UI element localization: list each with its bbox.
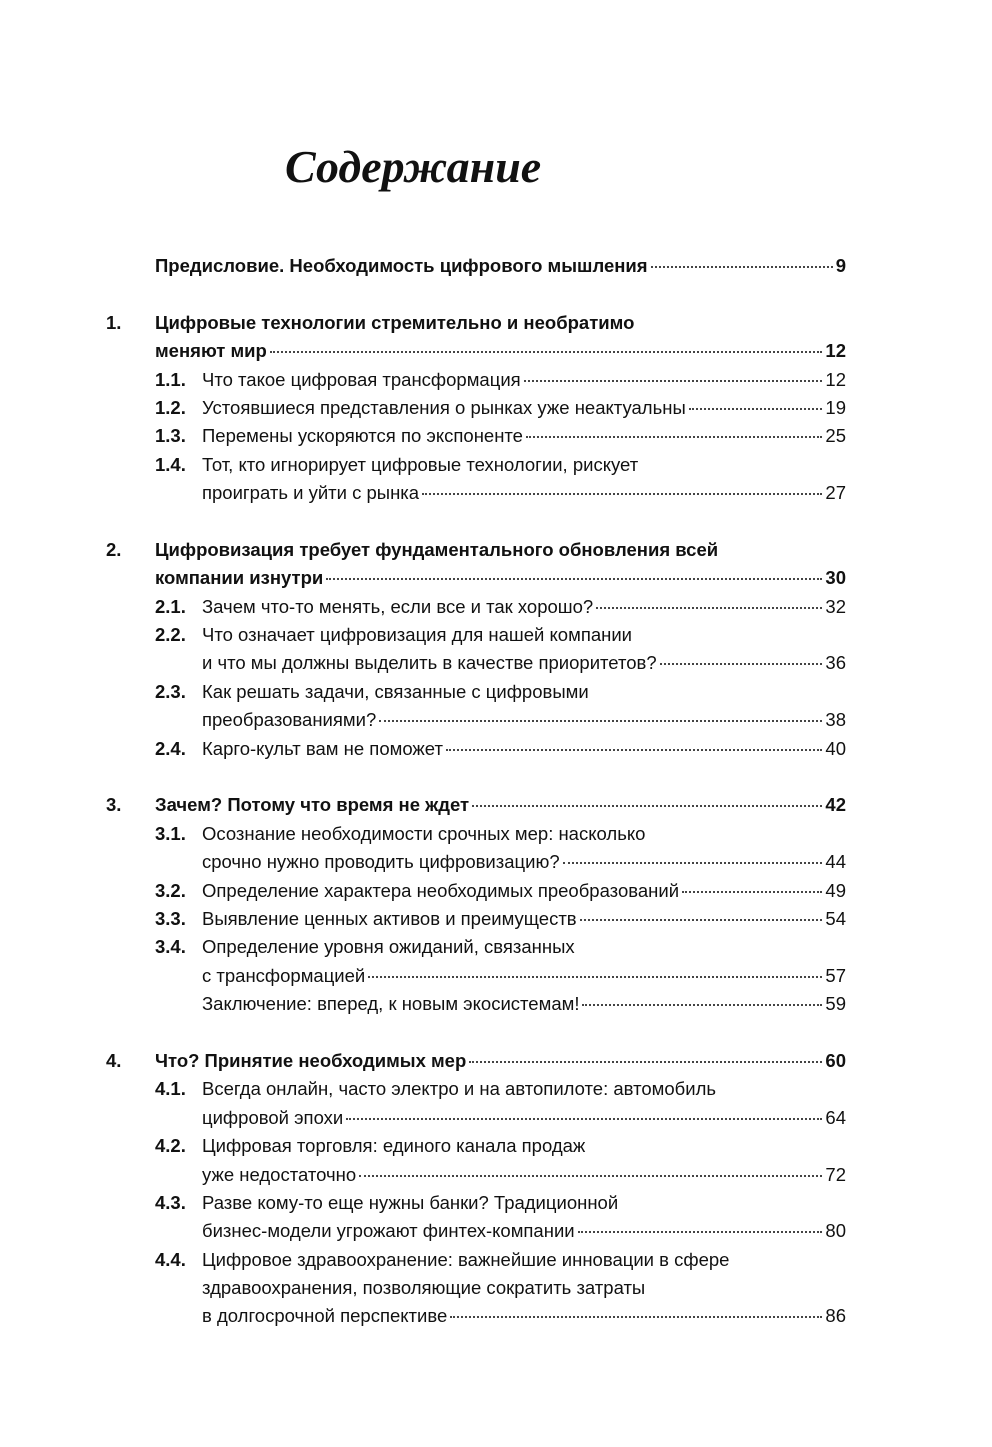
section-page-number: 27 <box>825 482 846 504</box>
preface-entry-line <box>155 252 846 280</box>
chapter-page-number: 30 <box>825 567 846 589</box>
section-entry-line <box>202 366 846 394</box>
section-title: бизнес-модели угрожают финтех-компании <box>202 1220 575 1242</box>
section-number: 2.4. <box>155 737 186 759</box>
dot-leader <box>689 408 823 410</box>
chapter-page-number: 12 <box>825 340 846 362</box>
section-number: 2.1. <box>155 595 186 617</box>
section-page-number: 57 <box>825 964 846 986</box>
chapter-entry-line <box>155 564 846 592</box>
section-title: цифровой эпохи <box>202 1106 344 1128</box>
section-page-number: 19 <box>825 396 846 418</box>
table-of-contents <box>0 252 992 1331</box>
section-entry-line <box>202 1161 846 1189</box>
dot-leader <box>270 351 823 353</box>
dot-leader <box>422 493 822 495</box>
toc-section-1-2 <box>0 394 992 422</box>
section-page-number: 25 <box>825 425 846 447</box>
section-number: 4.2. <box>155 1135 186 1157</box>
chapter-title: Цифровизация требует фундаментального обновления всей <box>155 538 719 560</box>
section-title: Карго-культ вам не поможет <box>202 737 443 759</box>
section-entry-line <box>202 593 846 621</box>
toc-section-4-4 <box>0 1302 992 1330</box>
toc-section-1-3 <box>0 422 992 450</box>
toc-section-2-3 <box>0 678 992 706</box>
dot-leader <box>578 1231 823 1233</box>
chapter-title: меняют мир <box>155 340 267 362</box>
section-entry-line <box>202 1104 846 1132</box>
section-title: Разве кому-то еще нужны банки? Традиционной <box>202 1191 619 1213</box>
section-entry-line <box>202 990 846 1018</box>
chapter-title: Цифровые технологии стремительно и необратимо <box>155 311 635 333</box>
dot-leader <box>379 720 822 722</box>
section-page-number: 80 <box>825 1220 846 1242</box>
section-title: проиграть и уйти с рынка <box>202 482 420 504</box>
section-number: 3.2. <box>155 879 186 901</box>
section-entry-line <box>202 479 846 507</box>
chapter-number: 1. <box>106 311 122 333</box>
toc-section-3-4 <box>0 933 992 961</box>
toc-section-4-3 <box>0 1189 992 1217</box>
section-title: Тот, кто игнорирует цифровые технологии, рискует <box>202 453 639 475</box>
toc-section-4-1 <box>0 1075 992 1103</box>
section-page-number: 32 <box>825 595 846 617</box>
chapter-number: 3. <box>106 794 122 816</box>
section-title: и что мы должны выделить в качестве приоритетов? <box>202 652 657 674</box>
toc-section-4-4 <box>0 1246 992 1274</box>
dot-leader <box>563 862 823 864</box>
section-page-number: 64 <box>825 1106 846 1128</box>
section-number: 4.1. <box>155 1078 186 1100</box>
section-page-number: 86 <box>825 1305 846 1327</box>
section-number: 3.4. <box>155 936 186 958</box>
chapter-title: компании изнутри <box>155 567 324 589</box>
dot-leader <box>596 607 822 609</box>
section-title: с трансформацией <box>202 964 366 986</box>
section-number: 1.4. <box>155 453 186 475</box>
section-entry-line <box>202 735 846 763</box>
section-title: Зачем что-то менять, если все и так хорошо? <box>202 595 594 617</box>
section-number: 1.1. <box>155 368 186 390</box>
section-entry-line <box>202 422 846 450</box>
section-title: Заключение: вперед, к новым экосистемам! <box>202 993 580 1015</box>
section-title: Выявление ценных активов и преимуществ <box>202 907 577 929</box>
toc-chapter-4 <box>0 1047 992 1075</box>
toc-section-4-2 <box>0 1132 992 1160</box>
toc-chapter-2 <box>0 536 992 564</box>
section-title: в долгосрочной перспективе <box>202 1305 448 1327</box>
section-page-number: 40 <box>825 737 846 759</box>
chapter-title: Зачем? Потому что время не ждет <box>155 794 470 816</box>
section-title: Что такое цифровая трансформация <box>202 368 521 390</box>
section-page-number: 38 <box>825 709 846 731</box>
dot-leader <box>582 1004 822 1006</box>
toc-section-4-4 <box>0 1274 992 1302</box>
section-number: 3.3. <box>155 907 186 929</box>
section-title: Цифровое здравоохранение: важнейшие инновации в сфере <box>202 1248 730 1270</box>
section-entry-line <box>202 1217 846 1245</box>
section-title: Как решать задачи, связанные с цифровыми <box>202 680 589 702</box>
section-entry-line <box>202 848 846 876</box>
dot-leader <box>660 663 823 665</box>
chapter-page-number: 42 <box>825 794 846 816</box>
chapter-page-number: 60 <box>825 1049 846 1071</box>
section-entry-line <box>202 649 846 677</box>
toc-preface <box>0 252 992 280</box>
section-number: 2.3. <box>155 680 186 702</box>
section-page-number: 54 <box>825 907 846 929</box>
section-title: уже недостаточно <box>202 1163 357 1185</box>
section-entry-line <box>202 877 846 905</box>
dot-leader <box>346 1118 822 1120</box>
toc-section-3-2 <box>0 877 992 905</box>
dot-leader <box>580 919 823 921</box>
chapter-number: 4. <box>106 1049 122 1071</box>
toc-chapter-1 <box>0 337 992 365</box>
dot-leader <box>526 436 822 438</box>
section-page-number: 12 <box>825 368 846 390</box>
chapter-number: 2. <box>106 538 122 560</box>
page-title: Содержание <box>285 141 542 192</box>
toc-section-2-1 <box>0 593 992 621</box>
section-number: 1.3. <box>155 425 186 447</box>
section-page-number: 59 <box>825 993 846 1015</box>
section-title: Перемены ускоряются по экспоненте <box>202 425 523 447</box>
chapter-entry-line <box>155 791 846 819</box>
dot-leader <box>359 1175 822 1177</box>
section-title: Определение характера необходимых преобразований <box>202 879 680 901</box>
toc-section-3-1 <box>0 820 992 848</box>
section-title: Определение уровня ожиданий, связанных <box>202 936 575 958</box>
toc-section-2-2 <box>0 621 992 649</box>
chapter-entry-line <box>155 337 846 365</box>
preface-page-number: 9 <box>835 255 846 276</box>
section-entry-line <box>202 706 846 734</box>
section-title: преобразованиями? <box>202 709 377 731</box>
dot-leader <box>472 805 822 807</box>
section-entry-line <box>202 1302 846 1330</box>
section-number: 3.1. <box>155 822 186 844</box>
section-page-number: 72 <box>825 1163 846 1185</box>
section-entry-line <box>202 394 846 422</box>
section-title: здравоохранения, позволяющие сократить затраты <box>202 1277 646 1299</box>
toc-section-2-2 <box>0 649 992 677</box>
section-title: срочно нужно проводить цифровизацию? <box>202 851 560 873</box>
toc-section-3-3 <box>0 905 992 933</box>
toc-section-conclusion <box>0 990 992 1018</box>
section-number: 2.2. <box>155 624 186 646</box>
dot-leader <box>326 578 822 580</box>
toc-section-2-4 <box>0 735 992 763</box>
section-title: Что означает цифровизация для нашей компании <box>202 624 633 646</box>
dot-leader <box>524 380 823 382</box>
section-number: 4.3. <box>155 1191 186 1213</box>
section-page-number: 44 <box>825 851 846 873</box>
section-entry-line <box>202 962 846 990</box>
dot-leader <box>651 266 833 268</box>
toc-chapter-3 <box>0 791 992 819</box>
toc-section-1-1 <box>0 366 992 394</box>
dot-leader <box>682 891 822 893</box>
toc-section-1-4 <box>0 451 992 479</box>
toc-section-4-2 <box>0 1161 992 1189</box>
section-page-number: 36 <box>825 652 846 674</box>
toc-chapter-1 <box>0 309 992 337</box>
toc-chapter-2 <box>0 564 992 592</box>
section-title: Осознание необходимости срочных мер: насколько <box>202 822 646 844</box>
toc-section-1-4 <box>0 479 992 507</box>
toc-section-3-4 <box>0 962 992 990</box>
toc-section-4-1 <box>0 1104 992 1132</box>
chapter-title: Что? Принятие необходимых мер <box>155 1049 467 1071</box>
dot-leader <box>450 1316 822 1318</box>
section-entry-line <box>202 905 846 933</box>
toc-section-2-3 <box>0 706 992 734</box>
section-title: Всегда онлайн, часто электро и на автопилоте: автомобиль <box>202 1078 717 1100</box>
section-page-number: 49 <box>825 879 846 901</box>
preface-title: Предисловие. Необходимость цифрового мышления <box>155 255 648 276</box>
section-title: Устоявшиеся представления о рынках уже неактуальны <box>202 396 686 418</box>
toc-section-3-1 <box>0 848 992 876</box>
dot-leader <box>469 1061 822 1063</box>
toc-section-4-3 <box>0 1217 992 1245</box>
section-number: 1.2. <box>155 396 186 418</box>
dot-leader <box>368 976 822 978</box>
section-number: 4.4. <box>155 1248 186 1270</box>
chapter-entry-line <box>155 1047 846 1075</box>
section-title: Цифровая торговля: единого канала продаж <box>202 1135 586 1157</box>
dot-leader <box>446 749 822 751</box>
